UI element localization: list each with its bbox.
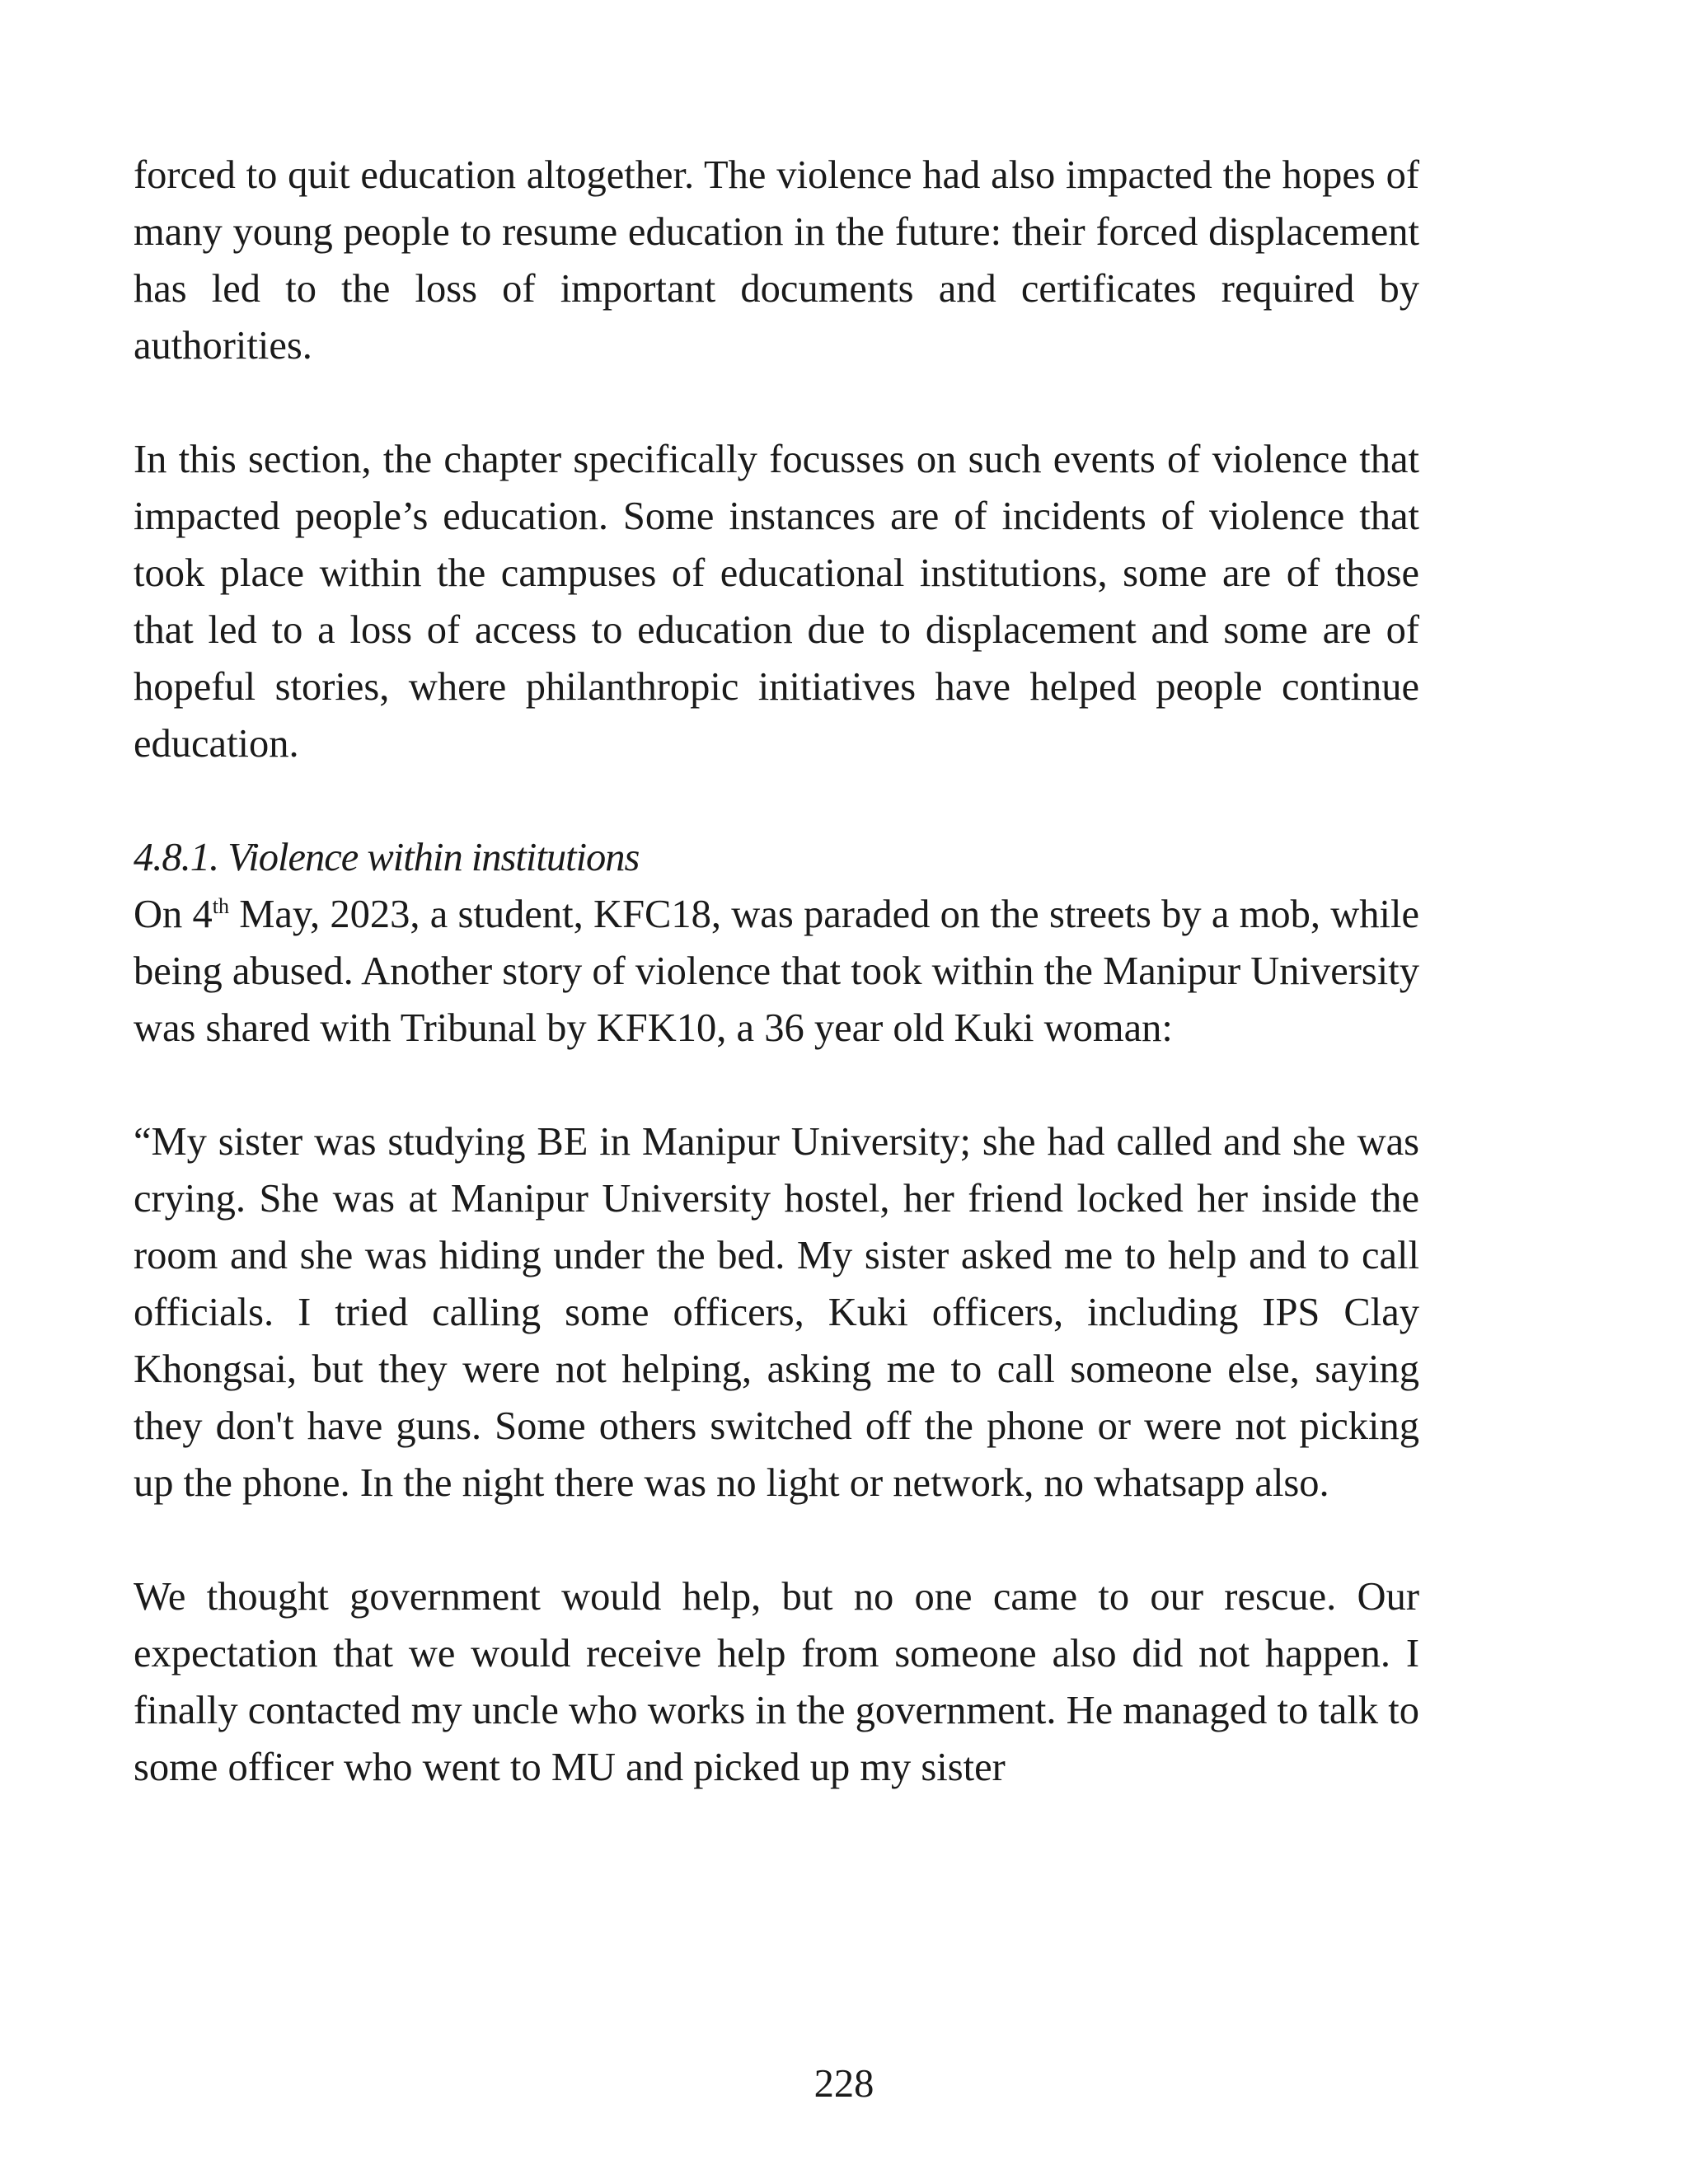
intro-text-start: On 4 <box>134 893 213 936</box>
quote-paragraph-1: “My sister was studying BE in Manipur University; she had called and she was crying. She was at Manipur University hostel, her friend locked her inside the room and she was hiding under the bed. My sister asked me to help and to call officials. I tried calling some officers, Kuki officers, including IPS Clay Khongsai, but they were not helping, asking me to call someone else, saying they don't have guns. Some others switched off the phone or were not picking up the phone. In the night there was no light or network, no whatsapp also. <box>134 1120 1419 1505</box>
section-heading: 4.8.1. Violence within institutions <box>134 836 640 879</box>
ordinal-suffix: th <box>212 893 230 918</box>
quote-paragraph-2: We thought government would help, but no one came to our rescue. Our expectation that we would receive help from someone also did not happen. I finally contacted my uncle who works in the government. He managed to talk to some officer who went to MU and picked up my sister <box>134 1575 1419 1789</box>
document-body <box>134 147 1419 1853</box>
paragraph-1: forced to quit education altogether. The violence had also impacted the hopes of many young people to resume education in the future: their forced displacement has led to the loss of important documents and certificates required by authorities. <box>134 153 1419 368</box>
section-intro-paragraph <box>134 886 1419 1057</box>
page-number: 228 <box>814 2062 874 2106</box>
intro-text-rest: May, 2023, a student, KFC18, was paraded on the streets by a mob, while being abused. Another story of violence that took within the Manipur University was shared with Tribunal by KFK10, a 36 year old Kuki woman: <box>134 893 1419 1050</box>
paragraph-2: In this section, the chapter specifically focusses on such events of violence that impacted people’s education. Some instances are of incidents of violence that took place within the campuses of educational institutions, some are of those that led to a loss of access to education due to displacement and some are of hopeful stories, where philanthropic initiatives have helped people continue education. <box>134 438 1419 766</box>
